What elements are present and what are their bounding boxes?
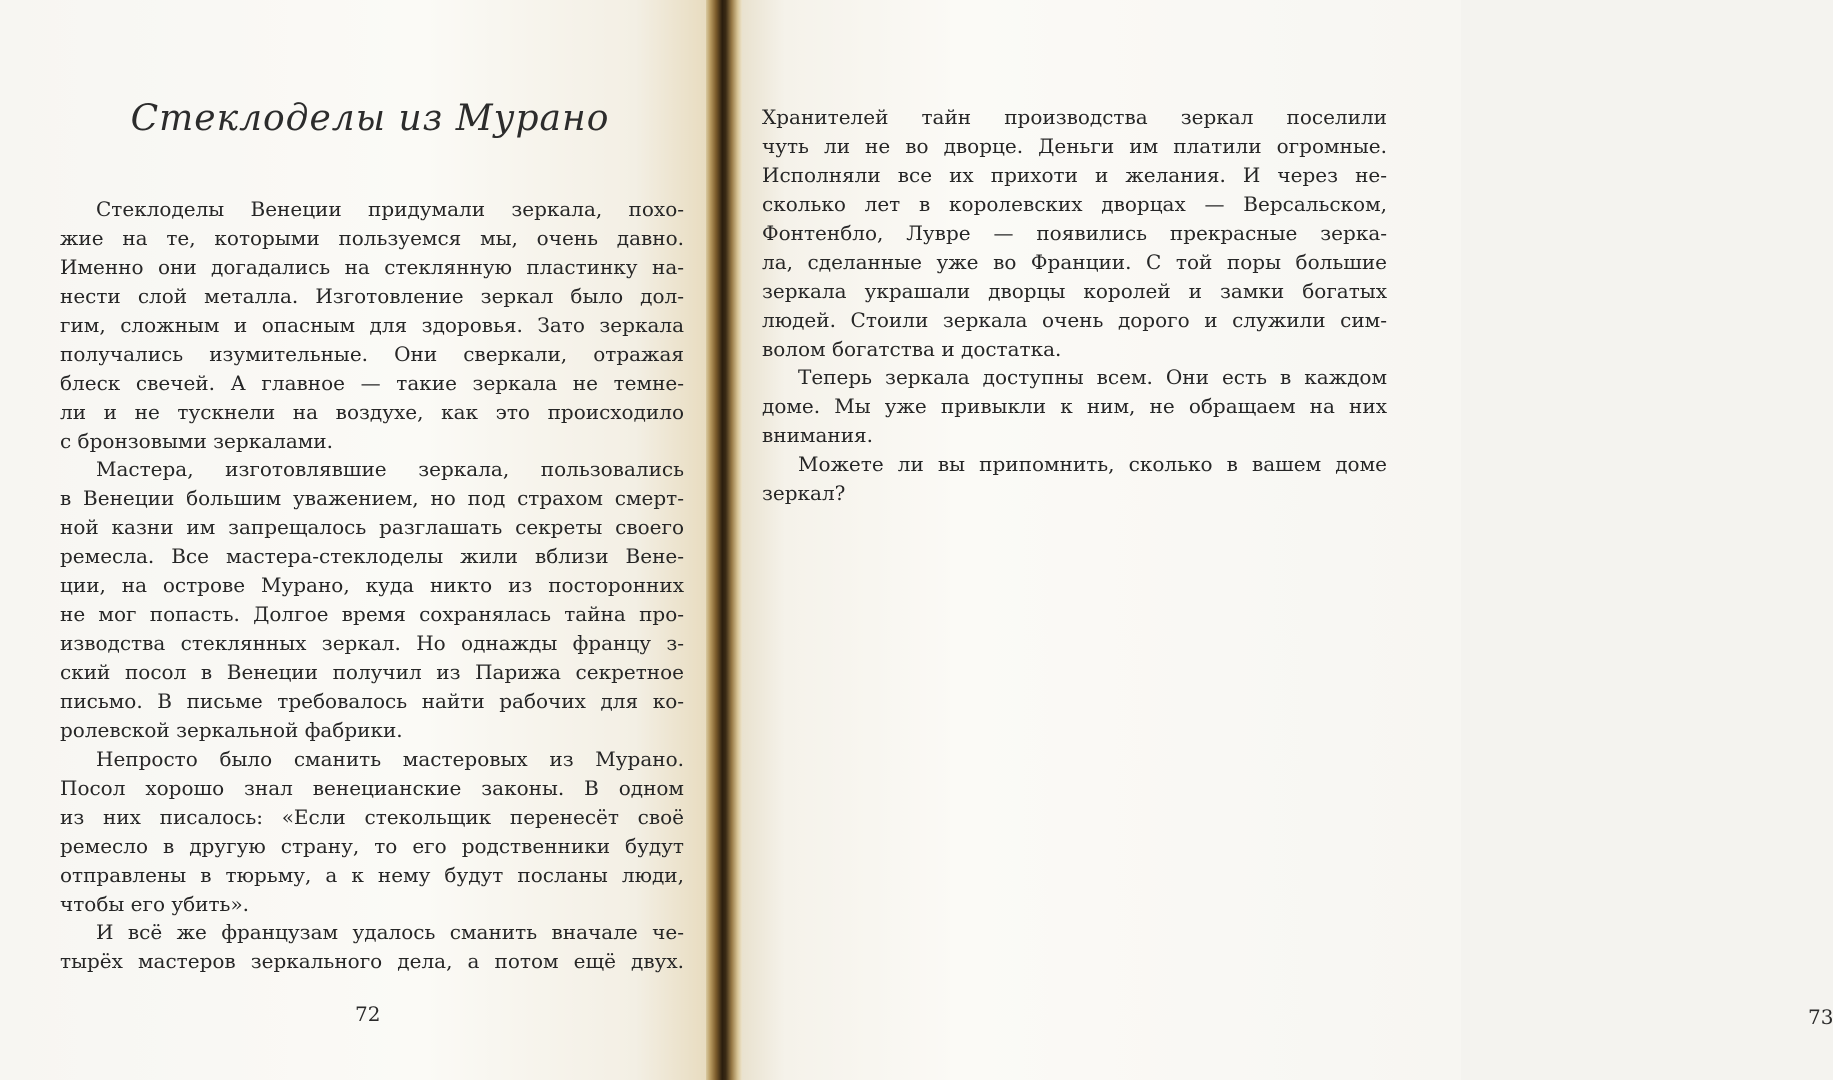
- text-line: Непросто было сманить мастеровых из Мурано.: [96, 746, 684, 771]
- text-line: с бронзовыми зеркалами.: [60, 428, 333, 453]
- text-line: Исполняли все их прихоти и желания. И через не-: [762, 162, 1387, 187]
- text-line: получались изумительные. Они сверкали, отражая: [60, 341, 684, 366]
- text-line: чуть ли не во дворце. Деньги им платили огромные.: [762, 133, 1387, 158]
- text-line: письмо. В письме требовалось найти рабочих для ко-: [60, 688, 684, 713]
- text-line: ли и не тускнели на воздухе, как это происходило: [60, 399, 684, 424]
- right-page-text: [762, 103, 1387, 508]
- text-line: зеркал?: [762, 481, 846, 506]
- text-line: изводства стеклянных зеркал. Но однажды францу з-: [60, 631, 684, 656]
- text-line: ремесла. Все мастера-стеклоделы жили вблизи Вене-: [60, 544, 684, 569]
- text-line: тырёх мастеров зеркального дела, а потом ещё двух.: [60, 949, 684, 974]
- text-line: Теперь зеркала доступны всем. Они есть в каждом: [798, 365, 1387, 390]
- text-line: Хранителей тайн производства зеркал поселили: [762, 105, 1387, 129]
- text-line: волом богатства и достатка.: [762, 336, 1062, 361]
- text-line: жие на те, которыми пользуемся мы, очень давно.: [60, 225, 684, 250]
- text-line: Именно они догадались на стеклянную пластинку на-: [60, 254, 684, 279]
- book-spine: [706, 0, 742, 1080]
- text-line: Фонтенбло, Лувре — появились прекрасные зерка-: [762, 220, 1387, 245]
- text-line: Можете ли вы припомнить, сколько в вашем доме: [798, 452, 1387, 477]
- text-line: не мог попасть. Долгое время сохранялась тайна про-: [60, 602, 684, 627]
- page-number-left: 72: [355, 1002, 381, 1026]
- text-line: людей. Стоили зеркала очень дорого и служили сим-: [762, 307, 1387, 332]
- left-page-text: [60, 195, 684, 976]
- text-line: доме. Мы уже привыкли к ним, не обращаем на них: [762, 394, 1387, 419]
- text-line: чтобы его убить».: [60, 891, 250, 916]
- text-line: внимания.: [762, 423, 874, 448]
- text-line: ции, на острове Мурано, куда никто из посторонних: [60, 573, 684, 598]
- text-line: ла, сделанные уже во Франции. С той поры большие: [762, 249, 1387, 274]
- text-line: ремесло в другую страну, то его родственники будут: [60, 833, 684, 858]
- text-line: Стеклоделы Венеции придумали зеркала, похо-: [96, 197, 684, 221]
- chapter-heading: Стеклоделы из Мурано: [130, 98, 610, 139]
- text-line: зеркала украшали дворцы королей и замки богатых: [762, 278, 1387, 303]
- text-line: ский посол в Венеции получил из Парижа секретное: [60, 660, 684, 684]
- text-line: Посол хорошо знал венецианские законы. В одном: [60, 775, 684, 800]
- text-line: гим, сложным и опасным для здоровья. Зато зеркала: [60, 312, 684, 337]
- text-line: сколько лет в королевских дворцах — Версальском,: [762, 191, 1387, 216]
- text-line: нести слой металла. Изготовление зеркал было дол-: [60, 283, 684, 308]
- text-line: ролевской зеркальной фабрики.: [60, 717, 403, 742]
- text-line: Мастера, изготовлявшие зеркала, пользовались: [96, 457, 684, 482]
- text-line: И всё же французам удалось сманить вначале че-: [96, 920, 684, 945]
- text-line: блеск свечей. А главное — такие зеркала не темне-: [60, 370, 684, 395]
- text-line: отправлены в тюрьму, а к нему будут посланы люди,: [60, 862, 684, 887]
- text-line: ной казни им запрещалось разглашать секреты своего: [60, 515, 684, 540]
- left-page: [0, 0, 706, 1080]
- text-line: из них писалось: «Если стекольщик перенесёт своё: [60, 804, 684, 829]
- page-number-right: 73: [1808, 1005, 1833, 1029]
- text-line: в Венеции большим уважением, но под страхом смерт-: [60, 486, 684, 511]
